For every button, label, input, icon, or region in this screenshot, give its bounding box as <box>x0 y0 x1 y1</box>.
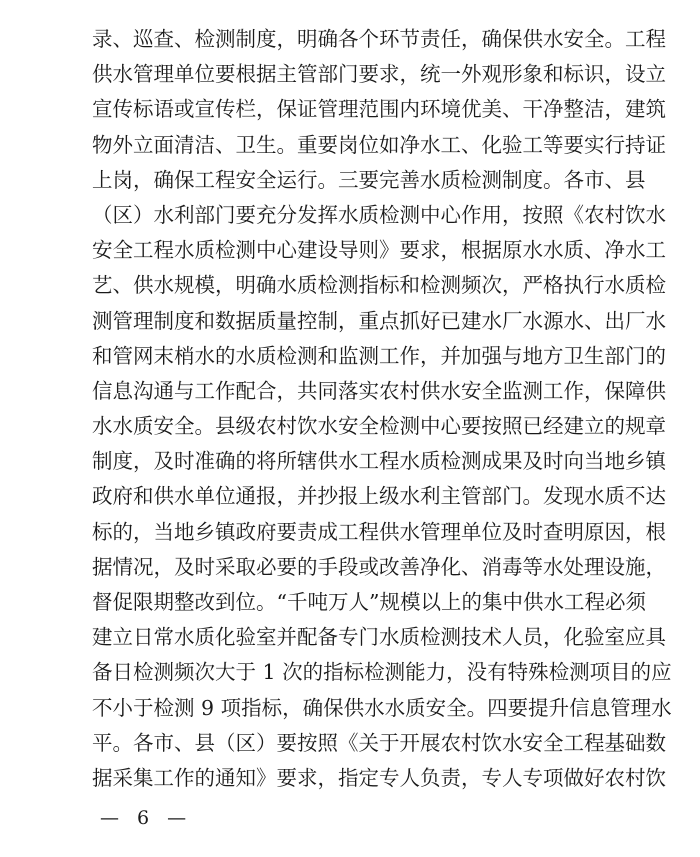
text-line: 据情况，及时采取必要的手段或改善净化、消毒等水处理设施， <box>92 554 666 579</box>
text-line: 上岗，确保工程安全运行。三要完善水质检测制度。各市、县 <box>92 167 646 192</box>
text-line: 据采集工作的通知》要求，指定专人负责，专人专项做好农村饮 <box>92 765 666 790</box>
text-line: 督促限期整改到位。“千吨万人”规模以上的集中供水工程必须 <box>92 590 646 614</box>
text-line: 标的，当地乡镇政府要责成工程供水管理单位及时查明原因，根 <box>92 519 666 544</box>
text-line: 录、巡查、检测制度，明确各个环节责任，确保供水安全。工程 <box>92 27 666 51</box>
body-text <box>92 22 672 796</box>
text-line: 政府和供水单位通报，并抄报上级水利主管部门。发现水质不达 <box>92 484 666 509</box>
text-line: 制度，及时准确的将所辖供水工程水质检测成果及时向当地乡镇 <box>92 449 666 474</box>
text-line: 物外立面清洁、卫生。重要岗位如净水工、化验工等要实行持证 <box>92 132 666 157</box>
text-line: 备日检测频次大于 1 次的指标检测能力，没有特殊检测项目的应 <box>92 660 672 685</box>
page-number: — 6 — <box>100 807 193 829</box>
text-line: 建立日常水质化验室并配备专门水质检测技术人员，化验室应具 <box>92 625 666 650</box>
text-line: 艺、供水规模，明确水质检测指标和检测频次，严格执行水质检 <box>92 273 666 298</box>
text-line: 供水管理单位要根据主管部门要求，统一外观形象和标识，设立 <box>92 62 666 87</box>
text-line: 安全工程水质检测中心建设导则》要求，根据原水水质、净水工 <box>92 238 666 263</box>
text-line: 宣传标语或宣传栏，保证管理范围内环境优美、干净整洁，建筑 <box>92 97 666 122</box>
text-line: 和管网末梢水的水质检测和监测工作，并加强与地方卫生部门的 <box>92 343 666 368</box>
text-line: 水水质安全。县级农村饮水安全检测中心要按照已经建立的规章 <box>92 414 666 439</box>
text-line: 测管理制度和数据质量控制，重点抓好已建水厂水源水、出厂水 <box>92 308 666 333</box>
text-line: 不小于检测 9 项指标，确保供水水质安全。四要提升信息管理水 <box>92 695 672 720</box>
text-line: 平。各市、县（区）要按照《关于开展农村饮水安全工程基础数 <box>92 730 666 755</box>
text-line: 信息沟通与工作配合，共同落实农村供水安全监测工作，保障供 <box>92 378 666 403</box>
text-line: （区）水利部门要充分发挥水质检测中心作用，按照《农村饮水 <box>92 202 666 227</box>
